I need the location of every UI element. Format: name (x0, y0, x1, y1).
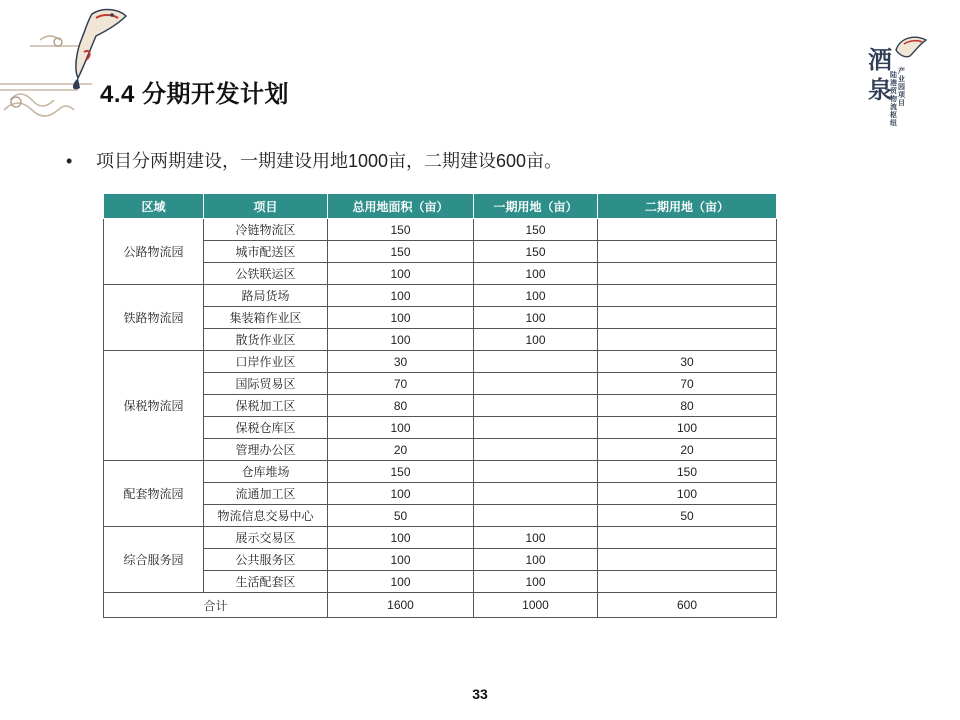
item-cell: 散货作业区 (204, 329, 328, 351)
region-cell: 公路物流园 (104, 219, 204, 285)
table-row (104, 329, 777, 351)
logo-char-1: 酒 (868, 45, 892, 74)
phase1-cell: 150 (474, 241, 598, 263)
total-cell: 50 (328, 505, 474, 527)
table-row (104, 483, 777, 505)
table-row (104, 439, 777, 461)
bullet-dot-icon: • (66, 151, 73, 171)
table-row (104, 219, 777, 241)
table-row (104, 417, 777, 439)
bullet-text: 项目分两期建设，一期建设用地1000亩，二期建设600亩。 (96, 151, 563, 171)
page-number: 33 (472, 686, 488, 702)
phase1-cell (474, 483, 598, 505)
table-row (104, 263, 777, 285)
table-header-row (104, 194, 777, 219)
item-cell: 路局货场 (204, 285, 328, 307)
grand-total-cell: 1600 (328, 593, 474, 618)
region-cell: 保税物流园 (104, 351, 204, 461)
item-cell: 国际贸易区 (204, 373, 328, 395)
phase2-cell: 100 (598, 417, 777, 439)
phase2-cell: 80 (598, 395, 777, 417)
phase2-cell (598, 549, 777, 571)
phase1-cell (474, 417, 598, 439)
phase2-cell (598, 329, 777, 351)
logo-char-2: 泉 (868, 75, 892, 104)
total-cell: 100 (328, 263, 474, 285)
koi-logo-icon (892, 32, 932, 62)
item-cell: 城市配送区 (204, 241, 328, 263)
total-cell: 100 (328, 285, 474, 307)
table-row (104, 395, 777, 417)
phase1-cell: 100 (474, 571, 598, 593)
item-cell: 仓库堆场 (204, 461, 328, 483)
phase2-cell (598, 527, 777, 549)
phase2-cell: 50 (598, 505, 777, 527)
phase2-cell (598, 263, 777, 285)
total-label-cell: 合计 (104, 593, 328, 618)
total-cell: 100 (328, 307, 474, 329)
table-row (104, 241, 777, 263)
column-header-total-area: 总用地面积（亩） (328, 194, 474, 219)
table-row (104, 285, 777, 307)
phase1-cell (474, 461, 598, 483)
phase2-total-cell: 600 (598, 593, 777, 618)
phase2-cell (598, 571, 777, 593)
item-cell: 集装箱作业区 (204, 307, 328, 329)
item-cell: 冷链物流区 (204, 219, 328, 241)
phase1-cell (474, 373, 598, 395)
item-cell: 公铁联运区 (204, 263, 328, 285)
item-cell: 生活配套区 (204, 571, 328, 593)
logo-tagline-2: 陆港贸物流枢纽 (890, 72, 897, 127)
brand-logo (862, 32, 932, 142)
table-row (104, 373, 777, 395)
table-row (104, 571, 777, 593)
phase1-cell (474, 439, 598, 461)
logo-tagline-1: 产业园项目 (898, 68, 905, 107)
total-cell: 150 (328, 461, 474, 483)
column-header-phase1: 一期用地（亩） (474, 194, 598, 219)
total-cell: 100 (328, 571, 474, 593)
phase1-total-cell: 1000 (474, 593, 598, 618)
phase1-cell (474, 351, 598, 373)
item-cell: 口岸作业区 (204, 351, 328, 373)
phase1-cell: 100 (474, 285, 598, 307)
item-cell: 保税加工区 (204, 395, 328, 417)
total-cell: 20 (328, 439, 474, 461)
phase2-cell: 70 (598, 373, 777, 395)
total-cell: 70 (328, 373, 474, 395)
phase1-cell: 100 (474, 307, 598, 329)
item-cell: 公共服务区 (204, 549, 328, 571)
page-title: 4.4 分期开发计划 (100, 81, 290, 108)
phase1-cell (474, 505, 598, 527)
phase2-cell (598, 307, 777, 329)
total-cell: 100 (328, 483, 474, 505)
development-plan-table (103, 193, 777, 618)
phase2-cell: 100 (598, 483, 777, 505)
phase2-cell (598, 241, 777, 263)
phase1-cell: 100 (474, 527, 598, 549)
phase2-cell: 20 (598, 439, 777, 461)
total-cell: 30 (328, 351, 474, 373)
phase1-cell: 100 (474, 549, 598, 571)
total-cell: 100 (328, 549, 474, 571)
phase2-cell: 30 (598, 351, 777, 373)
phase1-cell: 150 (474, 219, 598, 241)
phase1-cell: 100 (474, 263, 598, 285)
item-cell: 展示交易区 (204, 527, 328, 549)
table-row (104, 505, 777, 527)
total-cell: 100 (328, 417, 474, 439)
column-header-region: 区域 (104, 194, 204, 219)
table-row (104, 351, 777, 373)
region-cell: 配套物流园 (104, 461, 204, 527)
table-total-row (104, 593, 777, 618)
cloud-ornament-icon (0, 0, 150, 130)
item-cell: 管理办公区 (204, 439, 328, 461)
bullet-item (66, 147, 562, 173)
column-header-phase2: 二期用地（亩） (598, 194, 777, 219)
phase2-cell (598, 285, 777, 307)
item-cell: 物流信息交易中心 (204, 505, 328, 527)
table-row (104, 461, 777, 483)
table-row (104, 307, 777, 329)
total-cell: 150 (328, 219, 474, 241)
total-cell: 100 (328, 329, 474, 351)
table-row (104, 549, 777, 571)
item-cell: 保税仓库区 (204, 417, 328, 439)
item-cell: 流通加工区 (204, 483, 328, 505)
region-cell: 铁路物流园 (104, 285, 204, 351)
total-cell: 80 (328, 395, 474, 417)
phase1-cell: 100 (474, 329, 598, 351)
region-cell: 综合服务园 (104, 527, 204, 593)
total-cell: 150 (328, 241, 474, 263)
column-header-item: 项目 (204, 194, 328, 219)
total-cell: 100 (328, 527, 474, 549)
phase1-cell (474, 395, 598, 417)
phase2-cell (598, 219, 777, 241)
table-row (104, 527, 777, 549)
phase2-cell: 150 (598, 461, 777, 483)
